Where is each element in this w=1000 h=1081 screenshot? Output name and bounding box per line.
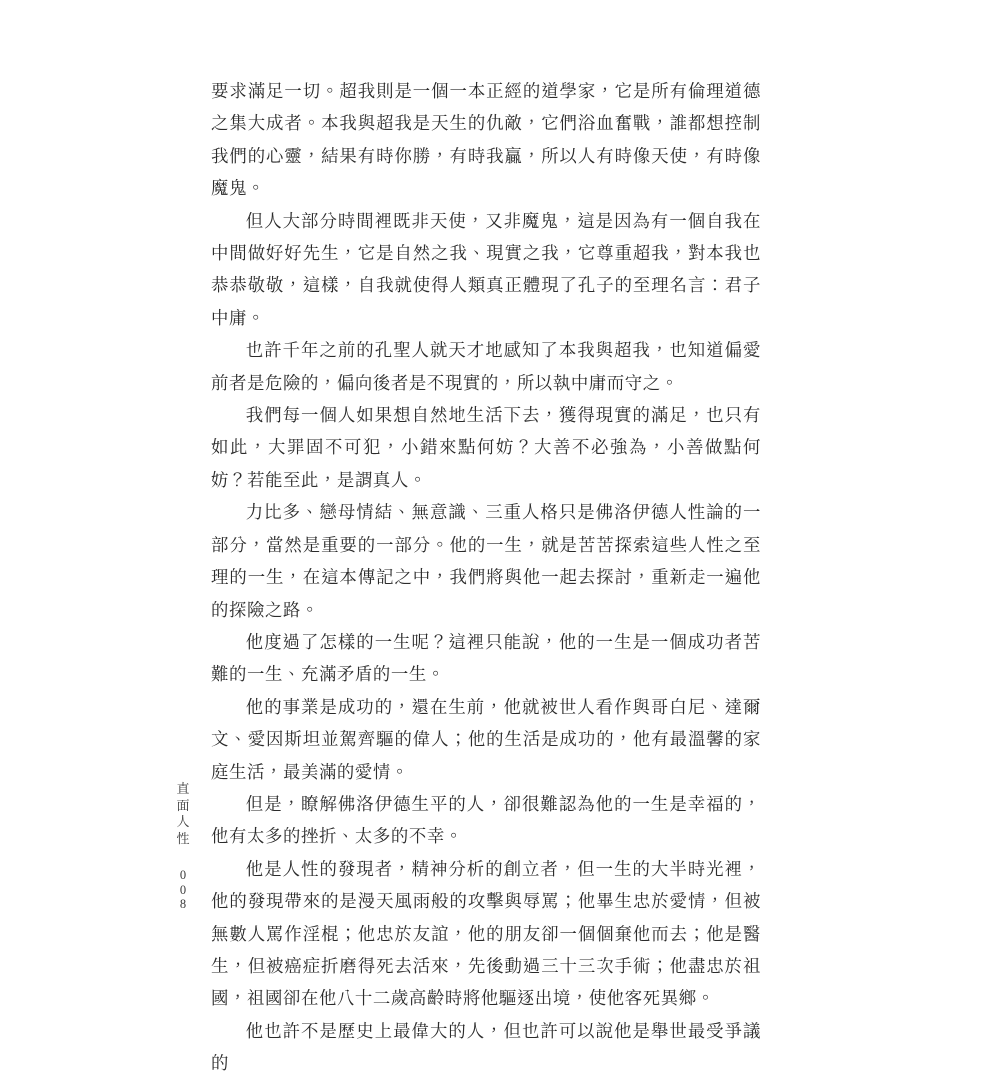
body-paragraph: 我們每一個人如果想自然地生活下去，獲得現實的滿足，也只有如此，大罪固不可犯，小錯來點何妨？大善不必強為，小善做點何妨？若能至此，是謂真人。 <box>211 406 761 491</box>
body-paragraph: 他也許不是歷史上最偉大的人，但也許可以說他是舉世最受爭議的 <box>211 1021 761 1075</box>
body-paragraph: 他度過了怎樣的一生呢？這裡只能說，他的一生是一個成功者苦難的一生、充滿矛盾的一生。 <box>211 632 761 686</box>
body-paragraph: 但人大部分時間裡既非天使，又非魔鬼，這是因為有一個自我在中間做好好先生，它是自然之我、現實之我，它尊重超我，對本我也恭恭敬敬，這樣，自我就使得人類真正體現了孔子的至理名言：君子中庸。 <box>211 211 761 329</box>
page-margin-rail <box>168 782 198 912</box>
body-paragraph: 他的事業是成功的，還在生前，他就被世人看作與哥白尼、達爾文、愛因斯坦並駕齊驅的偉人；他的生活是成功的，他有最溫馨的家庭生活，最美滿的愛情。 <box>211 697 761 783</box>
page-number-digit: 0 <box>179 868 187 882</box>
running-head-title <box>176 782 189 848</box>
running-head-glyph: 直 <box>176 782 190 797</box>
running-head-glyph: 性 <box>176 831 190 847</box>
running-head-glyph: 面 <box>176 798 190 814</box>
body-paragraph: 他是人性的發現者，精神分析的創立者，但一生的大半時光裡，他的發現帶來的是漫天風雨般的攻擊與辱罵；他畢生忠於愛情，但被無數人罵作淫棍；他忠於友誼，他的朋友卻一個個棄他而去；他是醫生，但被癌症折磨得死去活來，先後動過三十三次手術；他盡忠於祖國，祖國卻在他八十二歲高齡時將他驅逐出境，使他客死異鄉。 <box>211 859 761 1010</box>
body-paragraph: 要求滿足一切。超我則是一個一本正經的道學家，它是所有倫理道德之集大成者。本我與超我是天生的仇敵，它們浴血奮戰，誰都想控制我們的心靈，結果有時你勝，有時我贏，所以人有時像天使，有時像魔鬼。 <box>211 82 761 200</box>
body-paragraph: 但是，瞭解佛洛伊德生平的人，卻很難認為他的一生是幸福的，他有太多的挫折、太多的不幸。 <box>211 794 761 848</box>
body-paragraph: 力比多、戀母情結、無意識、三重人格只是佛洛伊德人性論的一部分，當然是重要的一部分。他的一生，就是苦苦探索這些人性之至理的一生，在這本傳記之中，我們將與他一起去探討，重新走一遍他的探險之路。 <box>211 503 761 621</box>
body-paragraph: 也許千年之前的孔聖人就天才地感知了本我與超我，也知道偏愛前者是危險的，偏向後者是不現實的，所以執中庸而守之。 <box>211 341 761 394</box>
page-number-digit: 0 <box>179 882 187 897</box>
page-number-folio <box>180 868 186 912</box>
body-text-block <box>211 76 761 1081</box>
running-head-glyph: 人 <box>176 815 190 830</box>
page-number-digit: 8 <box>179 897 187 911</box>
